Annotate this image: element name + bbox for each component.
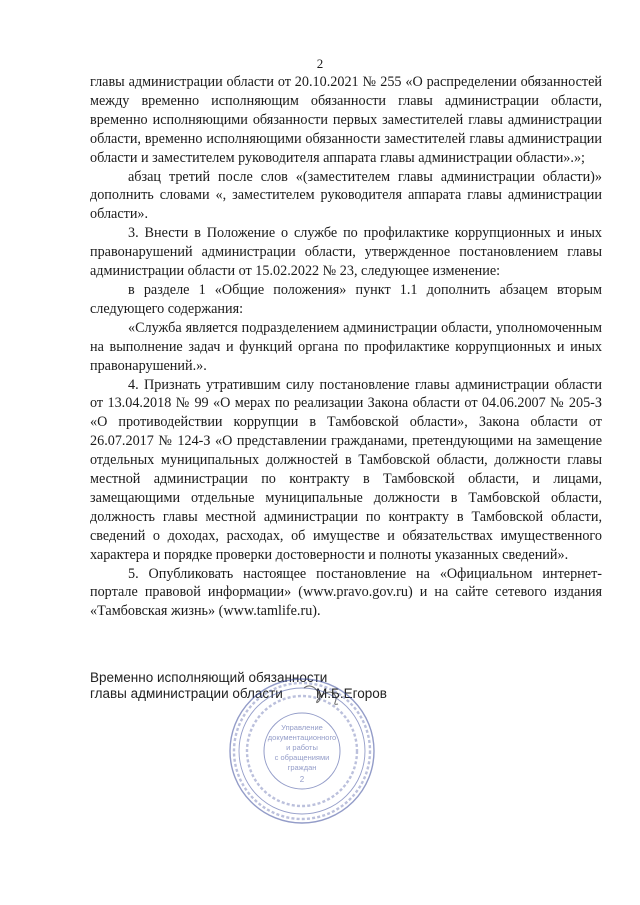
paragraph-item-4: 4. Признать утратившим силу постановление главы администрации области от 13.04.2018 № 99 «О мерах по реализации Закона области от 04.06.2007 № 205-З «О противодействии коррупции в Тамбовской области», Закона области от 26.07.2017 № 124-З «О представлении гражданами, претендующими на замещение отдельных муниципальных должностей в Тамбовской области, должности главы местной администрации по контракту в Тамбовской области, и лицами, замещающими отдельные муниципальные должности в Тамбовской области, должность главы местной администрации по контракту в Тамбовской области, сведений о доходах, расходах, об имуществе и обязательствах имущественного характера и порядке проверки достоверности и полноты указанных сведений». <box>90 376 602 563</box>
signatory-name: М.Б.Егоров <box>316 686 387 701</box>
stamp-inner-line-4: с обращениями <box>274 753 330 762</box>
stamp-inner-line-3: и работы <box>286 743 318 752</box>
signatory-position-line1: Временно исполняющий обязанности <box>90 670 328 685</box>
signatory-position-line2: главы администрации области <box>90 686 283 701</box>
document-body <box>90 73 602 621</box>
official-stamp <box>226 676 378 826</box>
paragraph-service-definition: «Служба является подразделением администрации области, уполномоченным на выполнение задач и функций органа по профилактике коррупционных и иных правонарушений.». <box>90 319 602 374</box>
paragraph-item-5: 5. Опубликовать настоящее постановление на «Официальном интернет-портале правовой информации» (www.pravo.gov.ru) и на сайте сетевого издания «Тамбовская жизнь» (www.tamlife.ru). <box>90 565 602 620</box>
stamp-number: 2 <box>299 775 305 784</box>
page-number: 2 <box>316 56 324 71</box>
paragraph-section-1-amendment: в разделе 1 «Общие положения» пункт 1.1 дополнить абзацем вторым следующего содержания: <box>90 281 602 317</box>
paragraph-item-3: 3. Внести в Положение о службе по профилактике коррупционных и иных правонарушений администрации области, утвержденное постановлением главы администрации области от 15.02.2022 № 23, следующее изменение: <box>90 225 602 280</box>
stamp-inner-line-1: Управление <box>281 723 323 732</box>
stamp-inner-line-5: граждан <box>287 763 317 772</box>
paragraph-continuation: главы администрации области от 20.10.2021 № 255 «О распределении обязанностей между временно исполняющим обязанности главы администрации области, временно исполняющими обязанности первых заместителей главы администрации области, временно исполняющими обязанности заместителей главы администрации области и заместителем руководителя аппарата главы администрации области».»; <box>90 74 602 166</box>
paragraph-abzac-tretiy: абзац третий после слов «(заместителем главы администрации области)» дополнить словами «, заместителем руководителя аппарата главы администрации области». <box>90 168 602 223</box>
stamp-inner-line-2: документационного <box>267 733 337 742</box>
